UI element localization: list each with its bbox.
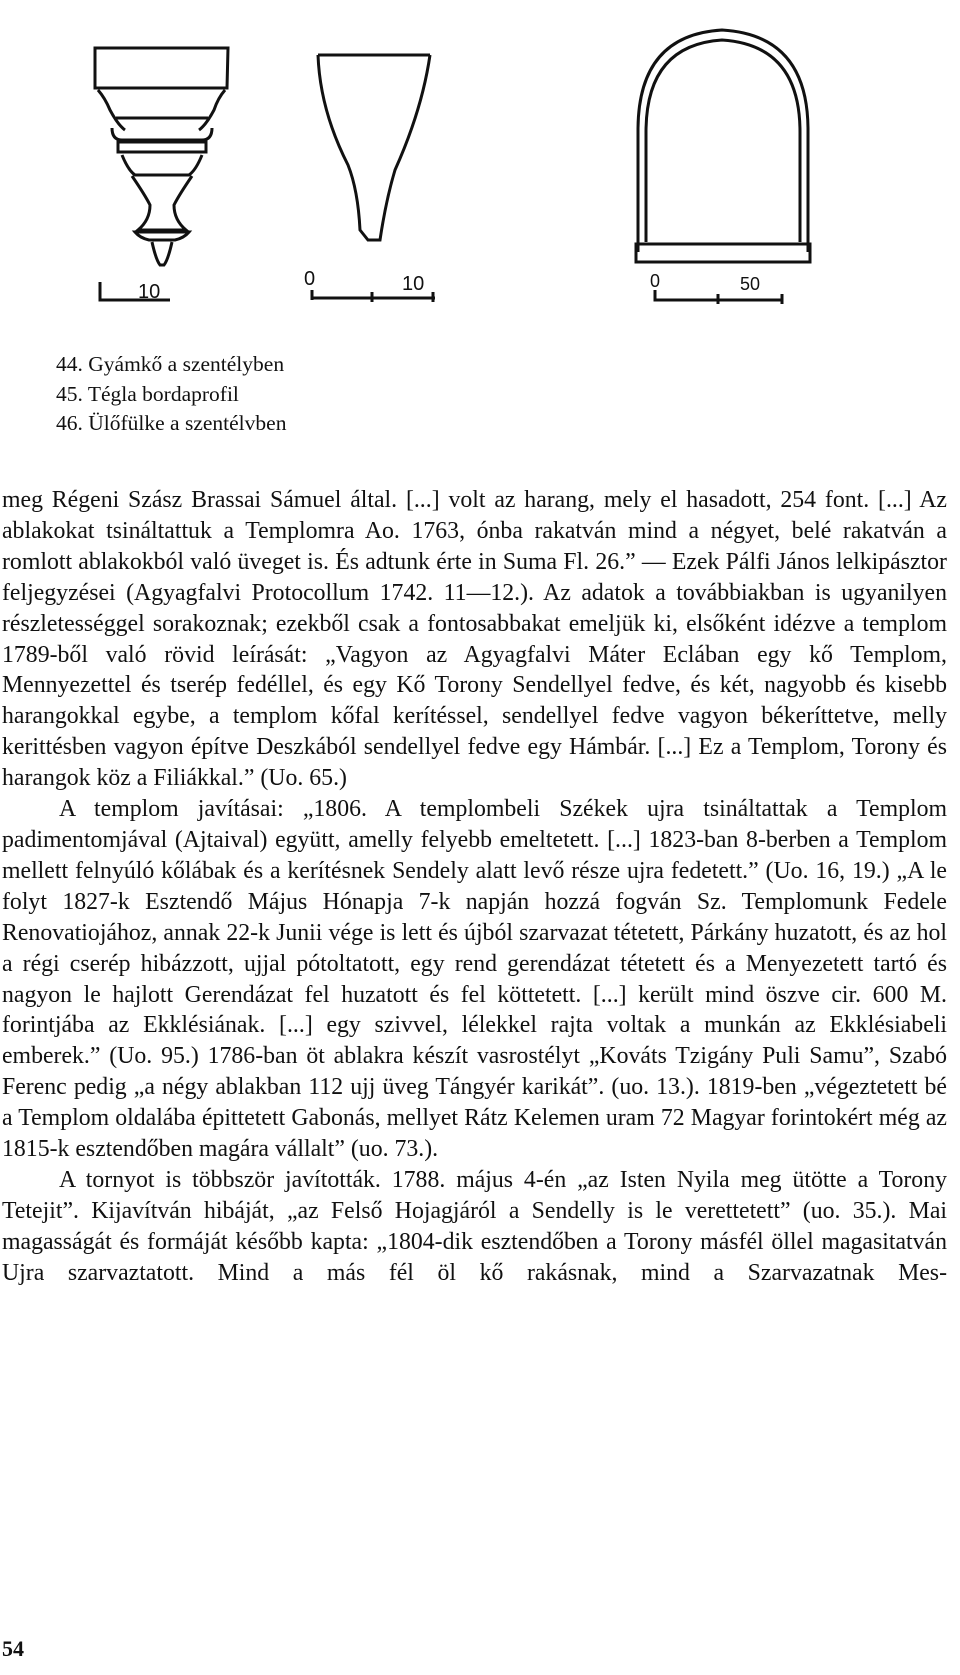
paragraph-3: A tornyot is többször javították. 1788. május 4-én „az Isten Nyila meg ütötte a Torony Tetejit”. Kijavítván hibáját, „az Felső Hojagjáról a Sendelly is le verettetett” (uo. 35.). Mai magasságát és formáját később kapta: „1804-dik esztendőben a Torony másfél öllel magasitatván Ujra szarvaztatott. Mind a más fél öl kő rakásnak, mind a Szarvazatnak Mes-	[2, 1166, 947, 1286]
paragraph-1: meg Régeni Szász Brassai Sámuel által. [...] volt az harang, mely el hasadott, 254 font. [...] Az ablakokat tsináltattuk a Templomra Ao. 1763, ónba rakatván mind a négyet, belé rakatván a romlott ablakokból való üveget is. És adtunk érte in Suma Fl. 26.” — Ezek Pálfi János lelkipásztor feljegyzései (Agyagfalvi Protocollum 1742. 11—12.). Az adatok a továbbiakban is ugyanilyen részletességgel sorakoznak; ezekből csak a fontosabbakat emeljük ki, elsőként idézve a templom 1789-ből való rövid leírását: „Vagyon az Agyagfalvi Máter Eclában egy kő Templom, Mennyezettel és tserép fedéllel, és egy Kő Torony Sendellyel fedve, és két, nagyobb és kisebb harangokkal egybe, a templom kőfal kerítéssel, sendellyel fedve vagyon békeríttetve, melly kerittésben vagyon építve Deszkából sendellyel fedve egy Hámbár. [...] Ez a Templom, Torony és harangok köz a Filiákkal.” (Uo. 65.)	[2, 487, 947, 792]
fig45-scale-start: 0	[304, 268, 316, 290]
rib-profile-drawing	[312, 55, 435, 302]
fig44-scale-label: 10	[138, 281, 161, 303]
fig46-scale-start: 0	[650, 271, 661, 291]
caption-fig44: 44. Gyámkő a szentélyben	[56, 352, 285, 376]
body-text	[2, 485, 947, 1289]
figure-drawings	[0, 0, 960, 340]
caption-fig46: 46. Ülőfülke a szentélvben	[56, 411, 287, 435]
page-number: 54	[2, 1636, 24, 1661]
sedilia-niche-drawing	[636, 30, 810, 304]
corbel-drawing	[95, 48, 228, 300]
paragraph-2: A templom javításai: „1806. A templombeli Székek ujra tsináltattak a Templom padimentomjával (Ajtaival) együtt, amelly felyebb emeltetett. [...] 1823-ban 8-berben a Templom mellett felnyúló kőlábak és a kerítésnek Sendely alatt levő része ujra fedetett.” (Uo. 16, 19.) „A le folyt 1827-k Esztendő Május Hónapja 7-k napján hozzá fogván Sz. Templomunk Fedele Renovatiojához, annak 22-k Junii vége is lett és újból szarvazat tétetett, Párkány huzatott, és az hol a régi cserép hibázzott, ujjal pótoltatott, egy rend gerendázat tétetett és a Menyezetett tartó és nagyon le hajlott Gerendázat fel huzatott és fel köttetett. [...] került mind öszve cir. 600 M. forintjába az Ekklésiának. [...] egy szivvel, lélekkel rajta voltak a munkán az Ekklésiabeli emberek.” (Uo. 95.) 1786-ban öt ablakra készít vasrostélyt „Kováts Tzigány Puli Samu”, Szabó Ferenc pedig „a négy ablakban 112 ujj üveg Tángyér karikát”. (uo. 13.). 1819-ben „végeztetett bé a Templom oldalába épittetett Gabonás, mellyet Rátz Kelemen uram 72 Magyar forintokért még az 1815-k esztendőben magára vállalt” (uo. 73.).	[2, 796, 947, 1163]
figure-captions	[56, 350, 286, 439]
figures-area	[0, 0, 960, 340]
caption-fig45: 45. Tégla bordaprofil	[56, 381, 239, 406]
fig46-scale-end: 50	[740, 274, 761, 294]
fig45-scale-end: 10	[402, 273, 425, 295]
